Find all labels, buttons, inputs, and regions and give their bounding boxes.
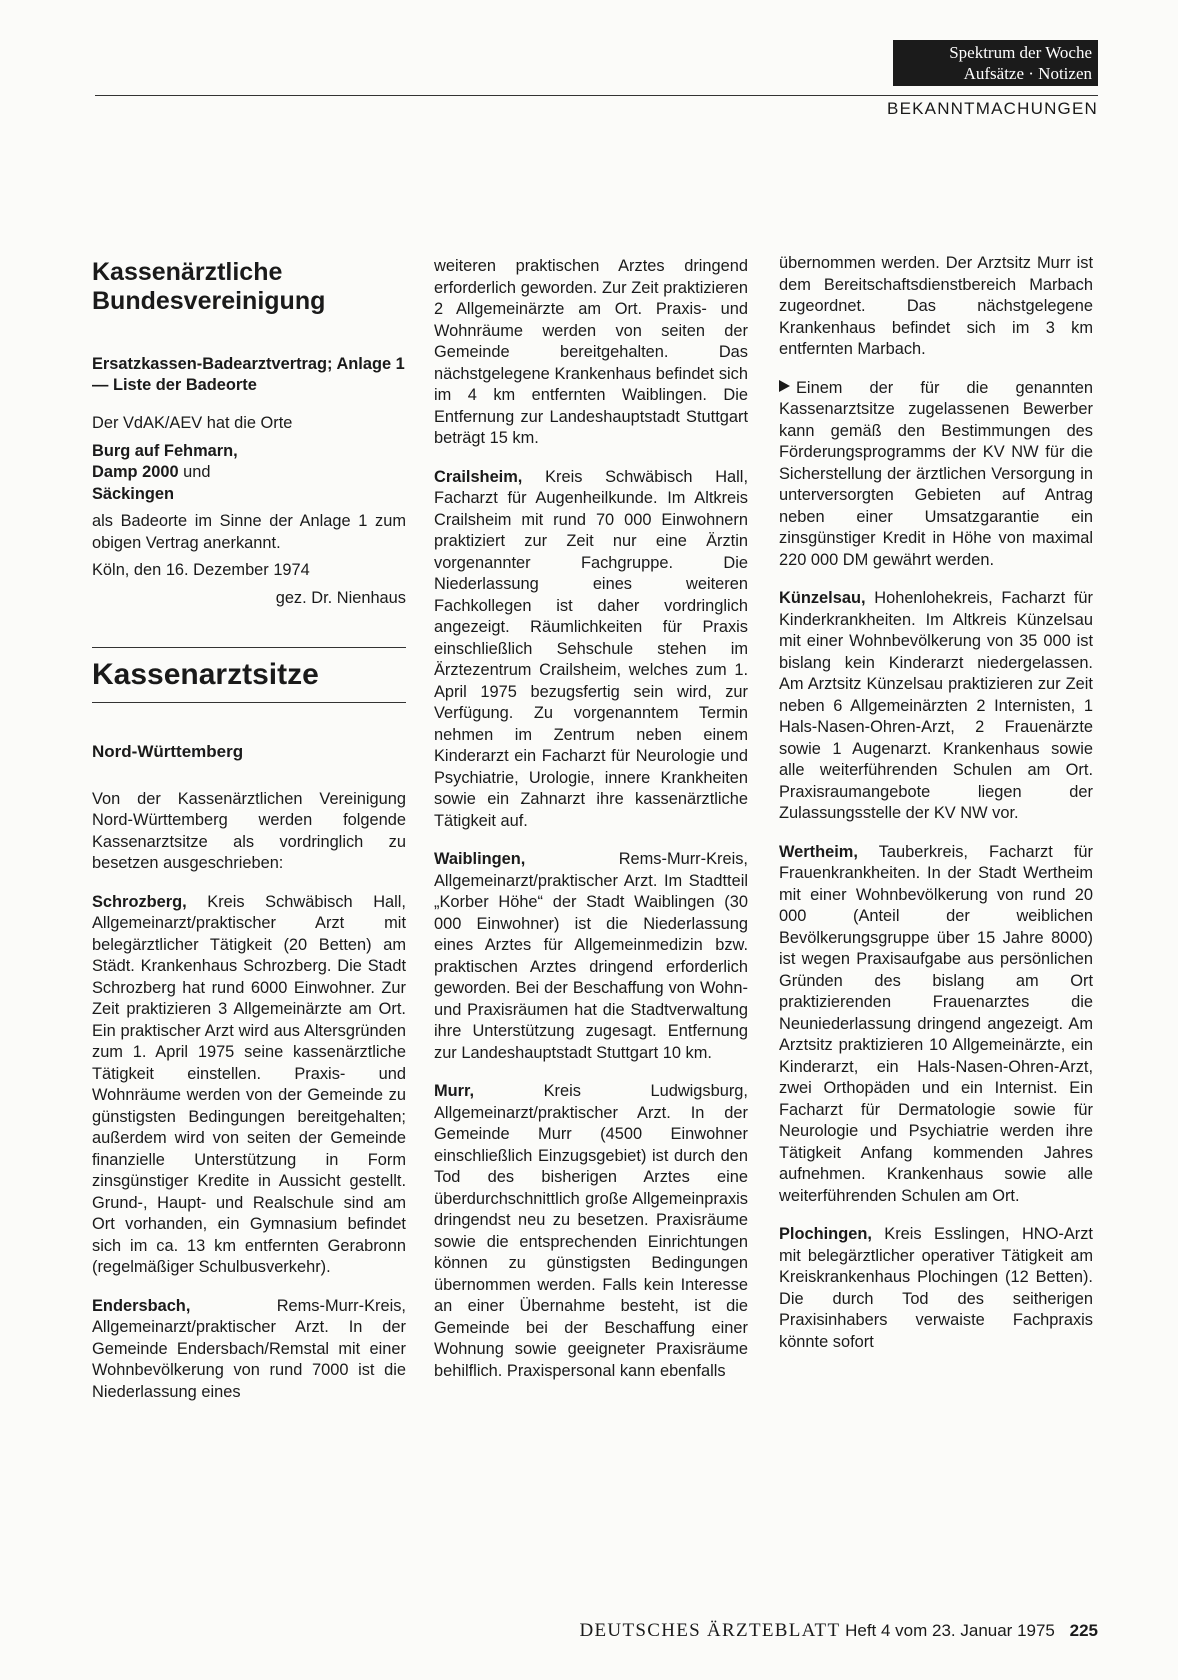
section-heading: BEKANNTMACHUNGEN [887,99,1098,118]
listing-entry [434,467,748,833]
divider [92,702,406,703]
triangle-bullet-icon [779,380,790,392]
listing-name: Waiblingen, [434,850,526,868]
listing-text: Kreis Schwäbisch Hall, Allgemeinarzt/praktischer Arzt mit belegärztlicher Tätigkeit (20 Betten) am Städt. Krankenhaus Schrozberg. Die Stadt Schrozberg hat rund 6000 Einwohner. Zur Zeit praktizieren 3 Allgemeinärzte am Ort. Ein praktischer Arzt wird aus Altersgründen zum 1. April 1975 seine kassenärztliche Tätigkeit einstellen. Praxis- und Wohnräume werden von der Gemeinde zu günstigsten Bedingungen bereitgehalten; außerdem wird von seiten der Gemeinde finanzielle Unterstützung in Form zinsgünstiger Kredite in Aussicht gestellt. Grund-, Haupt- und Realschule sind am Ort vorhanden, ein Gymnasium befindet sich im ca. 13 km entfernten Gerabronn (regelmäßiger Schulbusverkehr). [92,892,406,1276]
section-badge [893,40,1098,86]
listing-name: Endersbach, [92,1296,191,1315]
paragraph: als Badeorte im Sinne der Anlage 1 zum obigen Vertrag anerkannt. [92,512,406,552]
listing-text: Rems-Murr-Kreis, Allgemeinarzt/praktischer Arzt. Im Stadtteil „Korber Höhe“ der Stadt Waiblingen (30 000 Einwohner) ist die Niederlassung eines Arztes für Allgemeinmedizin bzw. praktischen Arztes dringend erforderlich geworden. Bei der Beschaffung von Wohn- und Praxisräumen hat die Stadtverwaltung ihre Unterstützung zugesagt. Entfernung zur Landeshauptstadt Stuttgart 10 km. [434,850,748,1062]
page-footer [580,1620,1099,1642]
listing-text: Kreis Ludwigsburg, Allgemeinarzt/praktischer Arzt. In der Gemeinde Murr (4500 Einwohner einschließlich Einzugsgebiet) ist durch den Tod des bisherigen Arztes eine überdurchschnittlich große Allgemeinpraxis dringendst neu zu besetzen. Praxisräume sowie die entsprechenden Einrichtungen können zu günstigsten Bedingungen übernommen werden. Falls kein Interesse an einer Übernahme besteht, ist die Gemeinde bei der Beschaffung einer Wohnung sowie geeigneter Praxisräume behilflich. Praxispersonal kann ebenfalls [434,1082,748,1380]
column-2 [434,256,748,1399]
listing-name: Schrozberg, [92,892,187,911]
article-subtitle: Ersatzkassen-Badearztvertrag; Anlage 1 — Liste der Badeorte [92,355,405,394]
listing-name: Plochingen, [779,1225,872,1243]
region-heading: Nord-Württemberg [92,742,244,761]
date-line: Köln, den 16. Dezember 1974 [92,561,310,579]
listing-entry [92,892,406,1279]
paragraph: Der VdAK/AEV hat die Orte [92,414,293,432]
place-name: Säckingen [92,484,174,503]
place-list [92,441,406,506]
section-title: Kassenarztsitze [92,658,319,691]
listing-text: Rems-Murr-Kreis, Allgemeinarzt/praktischer Arzt. In der Gemeinde Endersbach/Remstal mit einer Wohnbevölkerung von rund 7000 ist die Niederlassung eines [92,1296,406,1401]
listing-entry [434,1081,748,1382]
notice-text: Einem der für die genannten Kassenarztsitze zugelassenen Bewerber kann gemäß den Bestimmungen des Förderungsprogramms der KV NW für die Sicherstellung der ärztlichen Versorgung in unterversorgten Gebieten auf Antrag neben einer Umsatzgarantie ein zinsgünstiger Kredit in Höhe von maximal 220 000 DM gewährt werden. [779,378,1093,569]
listing-text: Tauberkreis, Facharzt für Frauenkrankheiten. In der Stadt Wertheim mit einer Wohnbevölkerung von rund 20 000 (Anteil der weiblichen Bevölkerungsgruppe über 15 Jahre 8000) ist wegen Praxisaufgabe aus persönlichen Gründen des bislang am Ort praktizierenden Frauenarztes die Neuniederlassung dringend angezeigt. Am Arztsitz praktizieren 10 Allgemeinärzte, ein Kinderarzt, ein Hals-Nasen-Ohren-Arzt, zwei Orthopäden und ein Internist. Ein Facharzt für Dermatologie sowie für Neurologie und Psychiatrie werden ihre Tätigkeit Anfang kommenden Jahres aufnehmen. Krankenhaus sowie alle weiterführenden Schulen am Ort. [779,842,1093,1205]
article-title: Kassenärztliche Bundesvereinigung [92,258,326,315]
listing-name: Crailsheim, [434,467,523,486]
column-3 [779,253,1093,1370]
listing-name: Wertheim, [779,842,858,861]
listing-entry [779,588,1093,825]
journal-name: DEUTSCHES ÄRZTEBLATT [579,1620,841,1641]
listing-entry [434,849,748,1064]
issue-info: Heft 4 vom 23. Januar 1975 [845,1621,1055,1640]
paragraph: übernommen werden. Der Arztsitz Murr ist dem Bereitschaftsdienstbereich Marbach zugeordnet. Das nächstgelegene Krankenhaus befindet sich im 3 km entfernten Marbach. [779,254,1093,358]
notice-paragraph [779,378,1093,572]
listing-name: Künzelsau, [779,589,866,607]
header-rule [95,95,1098,96]
page-number: 225 [1069,1621,1098,1640]
divider [92,647,406,648]
listing-entry [92,1296,406,1404]
badge-line-1: Spektrum der Woche [949,43,1092,62]
place-name: Burg auf Fehmarn, [92,441,238,460]
listing-entry [779,1224,1093,1353]
conjunction: und [183,463,211,481]
badge-line-2: Aufsätze · Notizen [963,64,1092,83]
listing-name: Murr, [434,1082,475,1100]
listing-text: Kreis Schwäbisch Hall, Facharzt für Augenheilkunde. Im Altkreis Crailsheim mit rund 70 000 Einwohnern praktiziert zur Zeit nur eine Ärztin vorgenannter Fachgruppe. Die Niederlassung eines weiteren Fachkollegen ist daher vordringlich angezeigt. Räumlichkeiten für Praxis einschließlich Sehschule stehen im Ärztezentrum Crailsheim, welches zum 1. April 1975 bezugsfertig sein wird, zur Verfügung. Zu vorgenanntem Termin nehmen im Zentrum neben einem Kinderarzt ein Facharzt für Neurologie und Psychiatrie, Urologie, innere Krankheiten sowie ein Zahnarzt ihre kassenärztliche Tätigkeit auf. [434,467,749,830]
paragraph: Von der Kassenärztlichen Vereinigung Nord-Württemberg werden folgende Kassenarztsitze als vordringlich zu besetzen ausgeschrieben: [92,789,406,872]
paragraph: weiteren praktischen Arztes dringend erforderlich geworden. Zur Zeit praktizieren 2 Allgemeinärzte am Ort. Praxis- und Wohnräume werden von seiten der Gemeinde bereitgehalten. Das nächstgelegene Krankenhaus befindet sich im 4 km entfernten Waiblingen. Die Entfernung zur Landeshauptstadt Stuttgart beträgt 15 km. [434,257,748,447]
listing-text: Kreis Esslingen, HNO-Arzt mit belegärztlicher operativer Tätigkeit am Kreiskrankenhaus Plochingen (12 Betten). Die durch Tod des seitherigen Praxisinhabers verwaiste Fachpraxis könnte sofort [779,1225,1093,1351]
place-name: Damp 2000 [92,463,179,481]
signature: gez. Dr. Nienhaus [275,588,406,607]
listing-entry [779,842,1093,1208]
column-1 [92,258,406,1420]
listing-text: Hohenlohekreis, Facharzt für Kinderkrankheiten. Im Altkreis Künzelsau mit einer Wohnbevölkerung von 35 000 ist bislang kein Kinderarzt niedergelassen. Am Arztsitz Künzelsau praktizieren zur Zeit neben 6 Allgemeinärzten 2 Internisten, 1 Hals-Nasen-Ohren-Arzt, 2 Frauenärzte sowie 1 Augenarzt. Krankenhaus sowie alle weiterführenden Schulen am Ort. Praxisraumangebote liegen der Zulassungsstelle der KV NW vor. [779,589,1093,822]
